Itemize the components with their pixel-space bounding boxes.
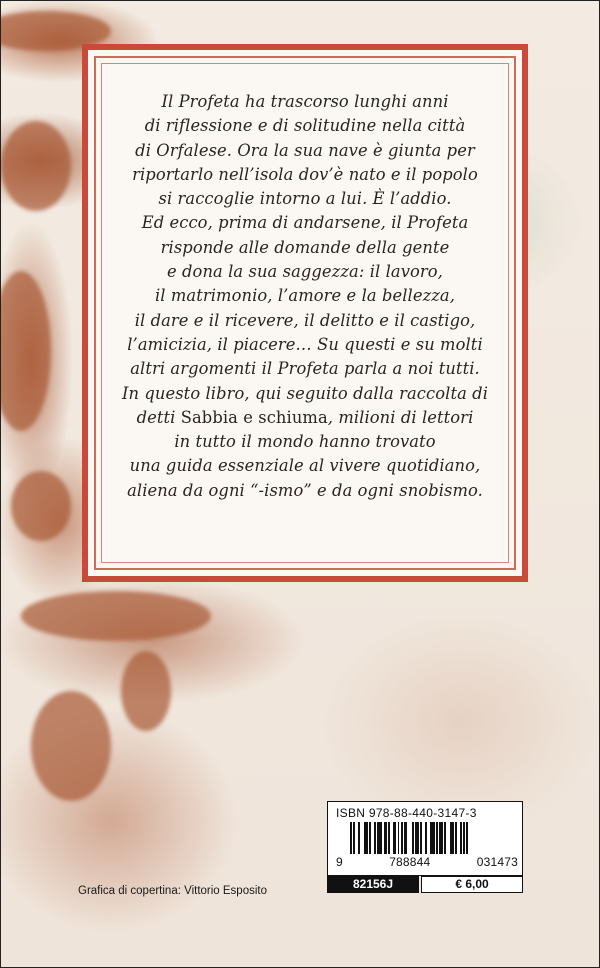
blurb-text (108, 90, 502, 503)
price-badge: € 6,00 (421, 876, 523, 893)
blurb-line: in tutto il mondo hanno trovato (174, 432, 436, 452)
blurb-line: il dare e il ricevere, il delitto e il castigo, (134, 310, 476, 330)
blurb-line: di Orfalese. Ora la sua nave è giunta per (135, 140, 475, 160)
barcode-bars (350, 822, 518, 854)
blurb-line: altri argomenti il Profeta parla a noi tutti. (130, 359, 480, 379)
isbn-barcode (327, 801, 523, 876)
isbn-text: ISBN 978-88-440-3147-3 (336, 806, 477, 820)
blurb-line: riportarlo nell’isola dov’è nato e il popolo (132, 164, 478, 184)
blurb-text-segment: detti (136, 407, 181, 427)
blurb-line: il matrimonio, l’amore e la bellezza, (154, 286, 456, 306)
cover-design-credit: Grafica di copertina: Vittorio Esposito (78, 885, 267, 897)
blurb-line: di riflessione e di solitudine nella città (144, 116, 466, 136)
ean-digit-group: 788844 (389, 855, 431, 869)
blurb-line: si raccoglie intorno a lui. È l’addio. (158, 189, 452, 209)
blurb-line: e dona la sua saggezza: il lavoro, (167, 262, 443, 282)
blurb-line (108, 406, 502, 430)
blurb-line: una guida essenziale al vivere quotidiano, (129, 456, 481, 476)
ean-digit-group: 9 (336, 855, 343, 869)
blurb-line: risponde alle domande della gente (160, 237, 450, 257)
blurb-line: Il Profeta ha trascorso lunghi anni (161, 92, 449, 111)
blurb-line: aliena da ogni “-ismo” e da ogni snobismo. (127, 480, 483, 500)
book-title-sabbia-e-schiuma: Sabbia e schiuma (180, 407, 328, 427)
blurb-line: Ed ecco, prima di andarsene, il Profeta (141, 213, 469, 233)
ean-digit-group: 031473 (476, 855, 518, 869)
blurb-text-segment: , milioni di lettori (327, 407, 474, 427)
blurb-line: l’amicizia, il piacere… Su questi e su molti (127, 334, 483, 354)
ean-digits (336, 855, 518, 869)
blurb-line: In questo libro, qui seguito dalla raccolta di (121, 383, 488, 403)
blurb-frame (82, 44, 528, 582)
barcode-bar (466, 822, 468, 854)
product-code-badge: 82156J (327, 876, 419, 893)
